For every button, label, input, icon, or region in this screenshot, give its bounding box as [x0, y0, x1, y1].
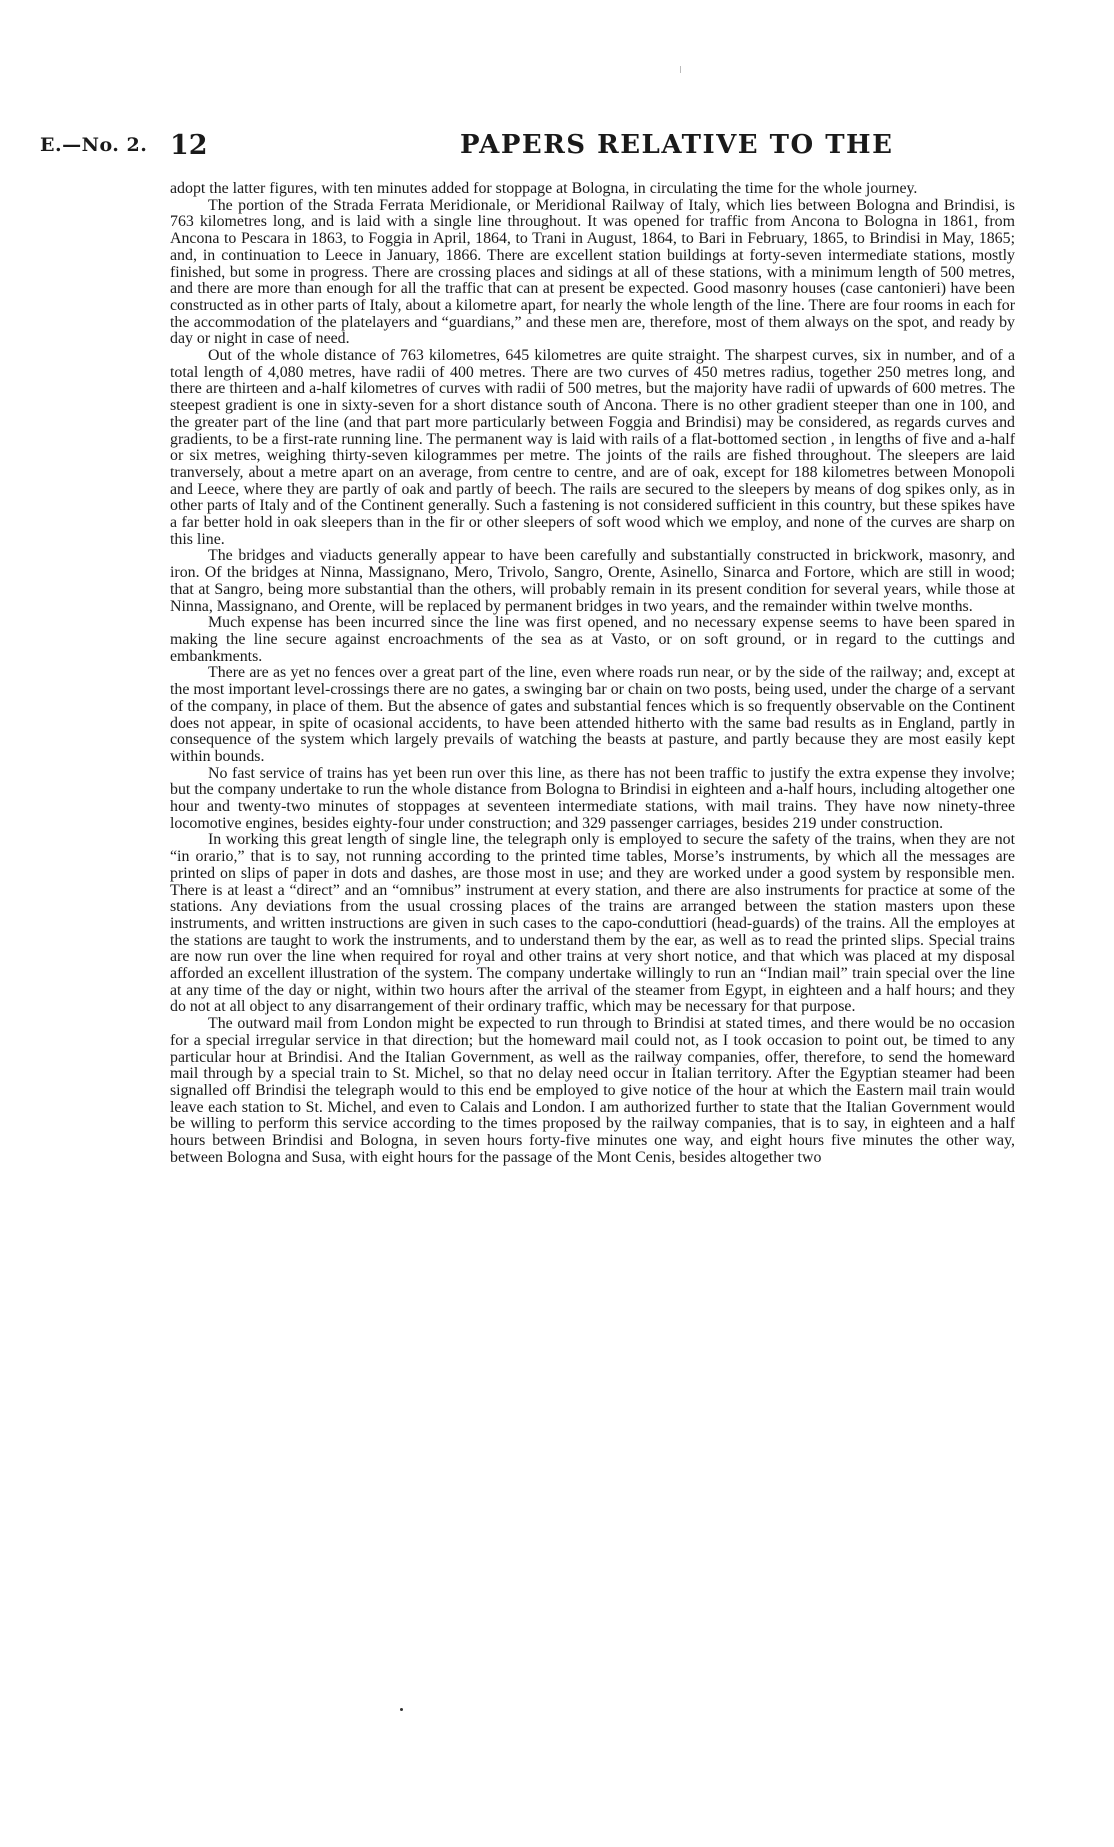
paragraph-train-service: No fast service of trains has yet been run over this line, as there has not been traffic to justify the extra expense they involve; but the company undertake to run the whole distance from Bologna to Brindisi in eighteen and a-half hours, including altogether one hour and twenty-two minutes of stoppages at seventeen intermediate stations, with mail trains. They have now ninety-three locomotive engines, besides eighty-four under construction; and 329 passenger carriages, besides 219 under construction. — [170, 764, 1015, 832]
paragraph-bridges: The bridges and viaducts generally appear to have been carefully and substantially constructed in brickwork, masonry, and iron. Of the bridges at Ninna, Massignano, Mero, Trivolo, Sangro, Orente, Asinello, Sinarca and Fortore, which are still in wood; that at Sangro, being more substantial than the others, will probably remain in its present condition for several years, while those at Ninna, Massignano, and Orente, will be replaced by permanent bridges in two years, and the remainder within twelve months. — [170, 547, 1015, 615]
paragraph-curves-gradients: Out of the whole distance of 763 kilometres, 645 kilometres are quite straight. The sharpest curves, six in number, and of a total length of 4,080 metres, have radii of 400 metres. There are two curves of 450 metres radius, together 250 metres long, and there are thirteen and a-half kilometres of curves with radii of 500 metres, but the majority have radii of upwards of 600 metres. The steepest gradient is one in sixty-seven for a short distance south of Ancona. There is no other gradient steeper than one in 100, and the greater part of the line (and that part more particularly between Foggia and Brindisi) may be considered, as regards curves and gradients, to be a first-rate running line. The permanent way is laid with rails of a flat-bottomed section , in lengths of five and a-half or six metres, weighing thirty-seven kilogrammes per metre. The joints of the rails are fished throughout. The sleepers are laid tranversely, about a metre apart on an average, from centre to centre, and are of oak, except for 188 kilometres between Monopoli and Leece, where they are partly of oak and partly of beech. The rails are secured to the sleepers by means of dog spikes only, as in other parts of Italy and of the Continent generally. Such a fastening is not considered sufficient in this country, but these spikes have a far better hold in oak sleepers than in the fir or other sleepers of soft wood which we employ, and none of the curves are sharp on this line. — [170, 347, 1015, 548]
paragraph-telegraph: In working this great length of single line, the telegraph only is employed to secure the safety of the trains, when they are not “in orario,” that is to say, not running according to the printed time tables, Morse’s instruments, by which all the messages are printed on slips of paper in dots and dashes, are those most in use; and they are worked under a good system by responsible men. There is at least a “direct” and an “omnibus” instrument at every station, and there are also instruments for practice at some of the stations. Any deviations from the usual crossing places of the trains are arranged between the station masters upon these instruments, and written instructions are given in such cases to the capo-conduttiori (head-guards) of the trains. All the employes at the stations are taught to work the instruments, and to understand them by the ear, as well as to read the printed slips. Special trains are now run over the line when required for royal and other trains at very short notice, and that which was placed at my disposal afforded an excellent illustration of the system. The company undertake willingly to run an “Indian mail” train special over the line at any time of the day or night, within two hours after the arrival of the steamer from Egypt, in eighteen and a half hours; and they do not at all object to any disarrangement of their ordinary traffic, which may be necessary for that purpose. — [170, 831, 1015, 1016]
paragraph-expense: Much expense has been incurred since the line was first opened, and no necessary expense seems to have been spared in making the line secure against encroachments of the sea as at Vasto, or on soft ground, or in regard to the cuttings and embankments. — [170, 614, 1015, 665]
scan-mark — [680, 66, 681, 73]
running-header — [40, 130, 1060, 164]
paragraph-outward-mail: The outward mail from London might be expected to run through to Brindisi at stated times, and there would be no occasion for a special irregular service in that direction; but the homeward mail could not, as I took occasion to point out, be timed to any particular hour at Brindisi. And the Italian Government, as well as the railway companies, offer, therefore, to send the homeward mail through by a special train to St. Michel, so that no delay need occur in Italian territory. After the Egyptian steamer had been signalled off Brindisi the telegraph would to this end be employed to give notice of the hour at which the Eastern mail train would leave each station to St. Michel, and even to Calais and London. I am authorized further to state that the Italian Government would be willing to perform this service according to the times proposed by the railway companies, that is to say, in eighteen and a half hours between Brindisi and Bologna, in seven hours forty-five minutes one way, and eight hours five minutes the other way, between Bologna and Susa, with eight hours for the passage of the Mont Cenis, besides altogether two — [170, 1015, 1015, 1166]
scan-dot — [400, 1708, 403, 1711]
page-number: 12 — [170, 130, 208, 161]
document-reference: E.—No. 2. — [40, 134, 148, 156]
paragraph-fences: There are as yet no fences over a great part of the line, even where roads run near, or by the side of the railway; and, except at the most important level-crossings there are no gates, a swinging bar or chain on two posts, being used, under the charge of a servant of the company, in place of them. But the absence of gates and substantial fences which is so frequently observable on the Continent does not appear, in spite of ocasional accidents, to have been attended hitherto with the same bad results as in England, partly in consequence of the system which largely prevails of watching the beasts at pasture, and partly because they are most easily kept within bounds. — [170, 664, 1015, 765]
running-title: PAPERS RELATIVE TO THE — [460, 130, 894, 160]
body-text — [170, 181, 1015, 1166]
paragraph-continuation: adopt the latter figures, with ten minutes added for stoppage at Bologna, in circulating the time for the whole journey. — [170, 180, 918, 197]
paragraph-railway-description: The portion of the Strada Ferrata Meridionale, or Meridional Railway of Italy, which lies between Bologna and Brindisi, is 763 kilometres long, and is laid with a single line throughout. It was opened for traffic from Ancona to Bologna in 1861, from Ancona to Pescara in 1863, to Foggia in April, 1864, to Trani in August, 1864, to Bari in February, 1865, to Brindisi in May, 1865; and, in continuation to Leece in January, 1866. There are excellent station buildings at forty-seven intermediate stations, mostly finished, but some in progress. There are crossing places and sidings at all of these stations, with a minimum length of 500 metres, and there are more than enough for all the traffic that can at present be expected. Good masonry houses (case cantonieri) have been constructed as in other parts of Italy, about a kilometre apart, for nearly the whole length of the line. There are four rooms in each for the accommodation of the platelayers and “guardians,” and these men are, therefore, most of them always on the spot, and ready by day or night in case of need. — [170, 196, 1015, 348]
